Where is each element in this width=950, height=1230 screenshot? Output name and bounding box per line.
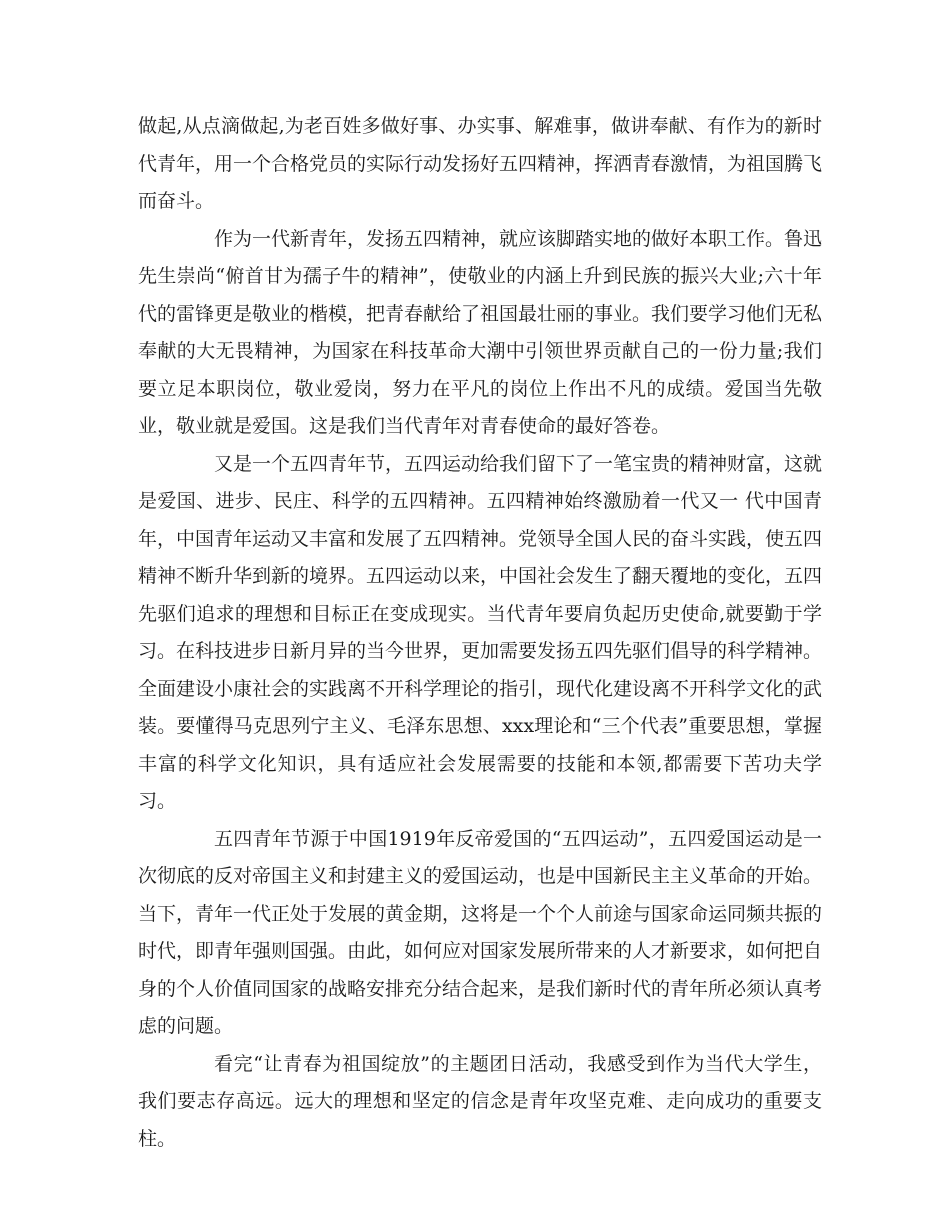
paragraph-1: 做起,从点滴做起,为老百姓多做好事、办实事、解难事，做讲奉献、有作为的新时代青年，用一个合格党员的实际行动发扬好五四精神，挥洒青春激情，为祖国腾飞而奋斗。 [138, 115, 823, 212]
paragraph-5: 看完“让青春为祖国绽放”的主题团日活动，我感受到作为当代大学生，我们要志存高远。远大的理想和坚定的信念是青年攻坚克难、走向成功的重要支柱。 [138, 1052, 822, 1150]
paragraph-3: 又是一个五四青年节，五四运动给我们留下了一笔宝贵的精神财富，这就是爱国、进步、民庄、科学的五四精神。五四精神始终激励着一代又一 代中国青年，中国青年运动又丰富和发展了五四精神。党领导全国人民的奋斗实践，使五四精神不断升华到新的境界。五四运动以来，中国社会发生了翻天覆地的变化，五四先驱们追求的理想和目标正在变成现实。当代青年要肩负起历史使命,就要勤于学习。在科技进步日新月异的当今世界，更加需要发扬五四先驱们倡导的科学精神。全面建设小康社会的实践离不开科学理论的指引，现代化建设离不开科学文化的武装。要懂得马克思列宁主义、毛泽东思想、xxx理论和“三个代表”重要思想，掌握丰富的科学文化知识，具有适应社会发展需要的技能和本领,都需要下苦功夫学习。 [138, 452, 823, 812]
paragraph-2: 作为一代新青年，发扬五四精神，就应该脚踏实地的做好本职工作。鲁迅先生崇尚“俯首甘为孺子牛的精神”，使敬业的内涵上升到民族的振兴大业;六十年代的雷锋更是敬业的楷模，把青春献给了祖国最壮丽的事业。我们要学习他们无私奉献的大无畏精神，为国家在科技革命大潮中引领世界贡献自己的一份力量;我们要立足本职岗位，敬业爱岗，努力在平凡的岗位上作出不凡的成绩。爱国当先敬业，敬业就是爱国。这是我们当代青年对青春使命的最好答卷。 [138, 227, 823, 437]
document-page [138, 108, 822, 1158]
paragraph-4: 五四青年节源于中国1919年反帝爱国的“五四运动”，五四爱国运动是一次彻底的反对帝国主义和封建主义的爱国运动，也是中国新民主主义革命的开始。当下，青年一代正处于发展的黄金期，这将是一个个人前途与国家命运同频共振的时代，即青年强则国强。由此，如何应对国家发展所带来的人才新要求，如何把自身的个人价值同国家的战略安排充分结合起来，是我们新时代的青年所必须认真考虑的问题。 [138, 827, 823, 1037]
